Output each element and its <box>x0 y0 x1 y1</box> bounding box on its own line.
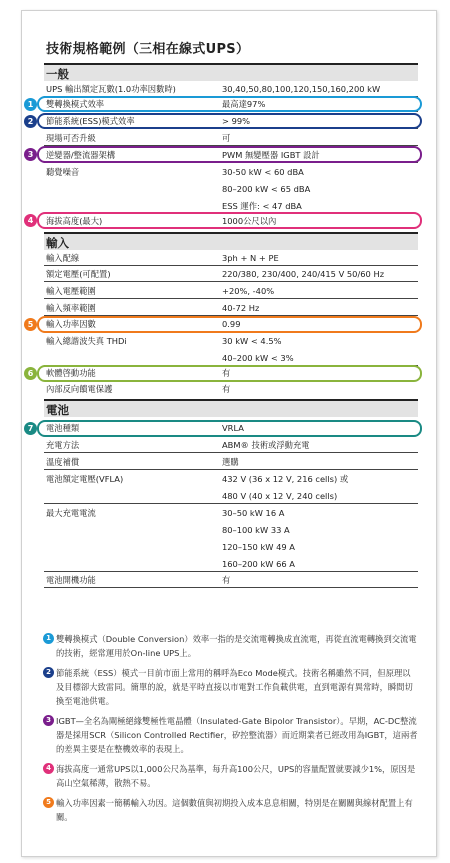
highlight-box-3 <box>37 146 422 163</box>
table-row: 最大充電電流 30–50 kW 16 A <box>46 508 285 518</box>
table-row: 額定電壓(可配置) 220/380, 230/400, 240/415 V 50/60 Hz <box>44 267 418 282</box>
marker-3: 3 <box>24 148 37 161</box>
table-row: ESS 運作: < 47 dBA <box>44 199 418 214</box>
table-row: 輸入功率因數 0.99 <box>44 317 418 332</box>
footnote-3: 3 IGBT—全名為閘極絕緣雙極性電晶體（Insulated-Gate Bipolor Transistor）。早期，AC-DC整流器是採用SCR（Silicon Controlled Rectifier，矽控整流器）而近期業者已經改用為IGBT，這兩者的差異主要是在整機效率的表現上。 <box>44 714 418 758</box>
marker-4: 4 <box>24 214 37 227</box>
table-row: UPS 輸出額定瓦數(1.0功率因數時) 30,40,50,80,100,120,150,160,200 kW <box>44 82 418 97</box>
table-row: 充電方法 ABM® 技術或浮動充電 <box>44 438 418 453</box>
table-row: 內部反向饋電保護 有 <box>46 384 231 394</box>
table-row: 溫度補償 選購 <box>44 455 418 470</box>
table-row: 電池開機功能 有 <box>44 573 418 588</box>
marker-5: 5 <box>24 318 37 331</box>
table-row: 480 V (40 x 12 V, 240 cells) <box>44 489 418 504</box>
marker-1: 1 <box>24 98 37 111</box>
footnote-4: 4 海拔高度一通常UPS以1,000公尺為基準，每升高100公尺，UPS的容量配置就要減少1%，原因是高山空氣稀薄，散熱不易。 <box>44 762 418 792</box>
marker-2: 2 <box>43 667 54 678</box>
table-row: 40–200 kW < 3% <box>44 351 418 366</box>
table-row: 電池種類 VRLA <box>44 421 418 436</box>
marker-1: 1 <box>43 633 54 644</box>
highlight-box-4 <box>37 212 422 229</box>
table-row: 海拔高度(最大) 1000公尺以內 <box>46 216 277 226</box>
table-row: 電池額定電壓(VFLA) 432 V (36 x 12 V, 216 cells) 或 <box>46 474 349 484</box>
section-general: 一般 <box>44 63 418 81</box>
footnote-1: 1 雙轉換模式（Double Conversion）效率一指的是交流電轉換成直流電，再從直流電轉換到交流電的技術，經常運用於On-line UPS上。 <box>44 632 418 662</box>
table-row: 逆變器/整流器架構 PWM 無變壓器 IGBT 設計 <box>44 148 418 163</box>
table-row: 輸入頻率範圍 40-72 Hz <box>44 301 418 316</box>
table-row: 80–100 kW 33 A <box>222 525 290 535</box>
highlight-box-5 <box>37 316 422 333</box>
marker-3: 3 <box>43 715 54 726</box>
section-battery: 電池 <box>44 399 418 417</box>
table-row: 80–200 kW < 65 dBA <box>222 184 311 194</box>
table-row: 軟體啓動功能 有 <box>44 366 418 381</box>
table-row: 節能系統(ESS)模式效率 > 99% <box>44 114 418 129</box>
marker-6: 6 <box>24 367 37 380</box>
footnote-2: 2 節能系統（ESS）模式一目前市面上常用的稱呼為Eco Mode模式。技術名稱雖然不同，但原理以及目標卻大致雷同。簡單的說，就是平時直接以市電對工作負載供電，直到電源有異常時，瞬間切換至電池供電。 <box>44 666 418 710</box>
marker-7: 7 <box>24 422 37 435</box>
table-row: 120–150 kW 49 A <box>222 542 295 552</box>
footnote-5: 5 輸入功率因素一簡稱輸入功因。這個數值與初期投入成本息息相關，特別是在關關與線材配置上有關。 <box>44 796 418 826</box>
table-row: 輸入配線 3ph + N + PE <box>44 251 418 266</box>
table-row: 160–200 kW 66 A <box>44 557 418 572</box>
section-input: 輸入 <box>44 232 418 250</box>
highlight-box-6 <box>37 365 422 382</box>
table-row: 現場可否升級 可 <box>44 131 418 146</box>
highlight-box-2 <box>37 113 422 129</box>
table-row: 聽覺噪音 30-50 kW < 60 dBA <box>46 167 304 177</box>
marker-2: 2 <box>24 115 37 128</box>
page-title: 技術規格範例（三相在線式UPS） <box>46 42 250 57</box>
marker-4: 4 <box>43 763 54 774</box>
table-row: 輸入電壓範圍 +20%, -40% <box>44 284 418 299</box>
marker-5: 5 <box>43 797 54 808</box>
table-row: 雙轉換模式效率 最高達97% <box>44 97 418 112</box>
table-row: 輸入總諧波失真 THDi 30 kW < 4.5% <box>46 336 282 346</box>
highlight-box-1 <box>37 96 422 112</box>
highlight-box-7 <box>37 420 422 437</box>
